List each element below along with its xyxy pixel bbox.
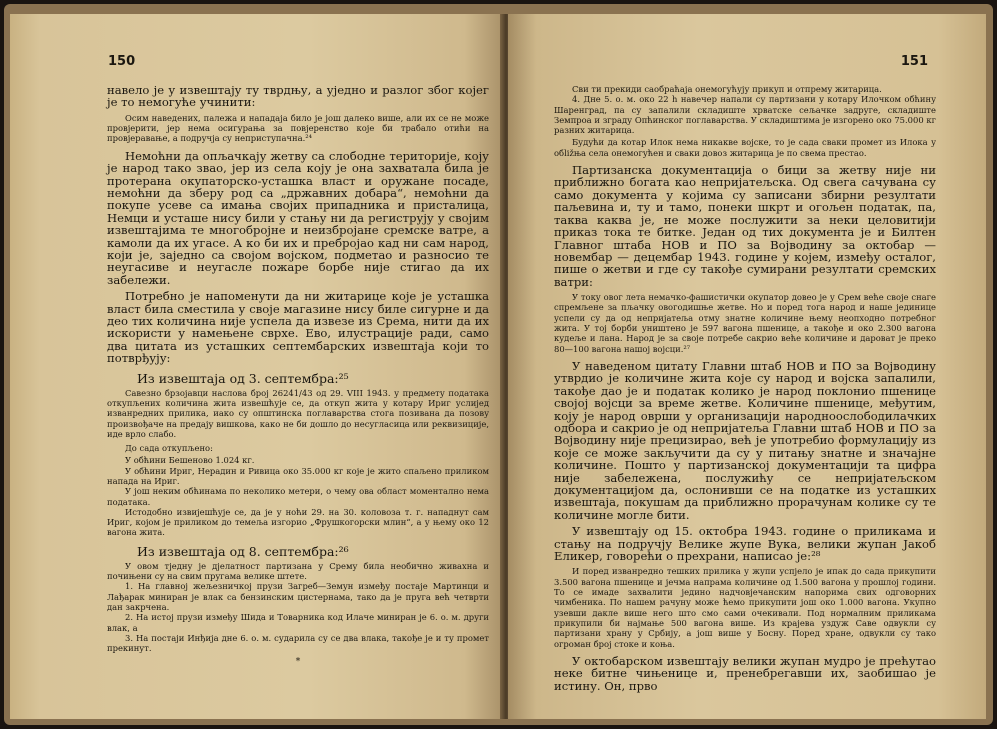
paragraph: навело је у извештају ту тврдњу, а уједно и разлог због којег је то немогуће учинити: bbox=[107, 83, 489, 110]
left-page bbox=[10, 14, 504, 719]
quote-paragraph: 3. На постаји Инђија дне 6. о. м. сударила су се два влака, такође је и ту промет прекинут. bbox=[107, 632, 489, 654]
book-spread bbox=[4, 4, 993, 725]
quote-paragraph: У току овог лета немачко-фашистички окупатор довео је у Срем веће своје снаге спремљене за пљачку овогодишње жетве. Но и поред тога народ и наше јединице успели су да од непријатеља отму знатне количине њему неопходно потребног жита. У тој борби уништено је 597 вагона пшенице, а такође и око 2.300 вагона кудеље и лана. Народ је за своје потребе сакрио веће количине и дароват је преко 80—100 вагона нашој војсци.²⁷ bbox=[554, 292, 936, 354]
left-text-column bbox=[107, 84, 489, 667]
quote-paragraph: У обћини Бешеново 1.024 кг. bbox=[125, 455, 255, 466]
paragraph: У наведеном цитату Главни штаб НОВ и ПО за Војводину утврдио је количине жита које су народ и војска запалили, такође дао је и податак колико је народ поклонио пшенице својој војсци за време жетве. Количине пшенице, међутим, коју је народ оврши у организацији народноослободилачких одбора и сакрио је од непријатеља Главни штаб НОВ и ПО за Војводину није прецизирао, већ је употребио формулацију из које се може закључити да су у питању знатне и значајне количине. Пошто у партизанској документацији та цифра није забележена, послужићу се непријатељском документацијом да, ослонивши се на податке из усташких извештаја, покушам да приближно прорачунам колике су те количине могле бити. bbox=[554, 358, 936, 522]
quote-paragraph: 2. На истој прузи између Шида и Товарника код Илаче миниран је 6. о. м. други влак, а bbox=[107, 612, 489, 633]
quote-paragraph: И поред изванредно тешких прилика у жупи успјело је ипак до сада прикупити 3.500 вагона пшенице и јечма напрама количине од 1.500 вагона у прошлој години. То се имаде захвалити једино надчовјечанским напорима свих одговорних чимбеника. По нашем рачуну може ћемо прикупити још око 1.000 вагона. Укупно узевши дакле више него што смо сами очекивали. Под нормалним приликама прикупили би најмање 500 вагона више. Из крајева уздуж Саве одвукли су партизани храну у Србију, а још више у Босну. Поред хране, одвукли су тако огроман број стоке и коња. bbox=[554, 566, 936, 649]
quote-paragraph: 4. Дне 5. о. м. око 22 h навечер напали су партизани у котару Илочком обћину Шаренград, па су запалили складиште хрватске сељачке задруге, складиште Земпроа и зграду Опћинског поглаварства. У складиштима је изгорено око 75.000 кг разних житарица. bbox=[554, 94, 936, 136]
section-heading: Из извештаја од 3. септембра:²⁵ bbox=[137, 370, 349, 386]
page-number-left: 150 bbox=[108, 54, 136, 69]
page-number-right: 151 bbox=[900, 54, 928, 69]
quote-paragraph: Истодобно извијешћује се, да је у ноћи 29. на 30. коловоза т. г. нападнут сам Ириг, којом је приликом до темеља изгорио „Фрушкогорски млин“, а у њему око 12 вагона жита. bbox=[107, 506, 489, 538]
right-page bbox=[508, 14, 986, 719]
right-text-column bbox=[554, 84, 936, 692]
quote-paragraph: У обћини Ириг, Нерадин и Ривица око 35.000 кг које је жито спаљено приликом напада на Ириг. bbox=[107, 465, 489, 486]
quote-paragraph: Савезно брзојавци наслова број 26241/43 од 29. VIII 1943. у предмету података откупљених количина жита извешћује се, да откуп жита у котару Ириг услијед изванредних прилика, иако су општинска поглаварства стога позивана да позову произвођаче на предају вишкова, како не би дошло до несугласица или реквизиције, иде врло слабо. bbox=[107, 387, 489, 439]
quote-paragraph: У још неким обћинама по неколико метери, о чему ова област моментално нема података. bbox=[107, 486, 489, 507]
quote-paragraph: У овом тједну је дјелатност партизана у Срему била необично живахна и почињени су на свим пругама велике штете. bbox=[107, 560, 489, 582]
quote-paragraph: Осим наведених, палежа и нападаја било је још далеко више, али их се не може провјерити, јер нема осигурања за повјеренство које би трабало отићи на провјеравање, а подручја су неприступачна.²⁴ bbox=[107, 112, 489, 144]
paragraph: Партизанска документација о бици за жетву није ни приближно богата као непријатељска. Од свега сачувана су само документа у којима су записани збирни резултати паљевина и, ту и тамо, понеки шкрт и огољен податак, па, таква каква је, не може послужити за неки целовитији приказ тока те битке. Један од тих документа је и Билтен Главног штаба НОВ и ПО за Војводину за октобар — новембар — децембар 1943. године у којем, између осталог, пише о жетви и где су такође сумирани резултати сремских ватри: bbox=[554, 163, 936, 289]
quote-paragraph: Будући да котар Илок нема никакве војске, то је сада сваки промет из Илока у обližња села онемогућен и сваки довоз житарица је по свема престао. bbox=[554, 137, 936, 158]
paragraph: У октобарском извештају велики жупан мудро је прећутао неке битне чињенице и, пренебрегавши их, заобишао је истину. Он, прво bbox=[554, 653, 936, 693]
quote-paragraph: 1. На главној жељезничкој прузи Загреб—Земун између постаје Мартинци и Лађарак миниран је влак са бензинским цистернама, тако да је пруга већ четврти дан закрчена. bbox=[107, 581, 489, 612]
paragraph: У извештају од 15. октобра 1943. године о приликама и стању на подручју Велике жупе Вука, велики жупан Јакоб Еликер, говорећи о прехрани, написао је:²⁸ bbox=[554, 524, 936, 564]
quote-paragraph: До сада откупљено: bbox=[125, 443, 213, 454]
quote-paragraph: Сви ти прекиди саобраћаја онемогућују прикуп и отпрему житарица. bbox=[572, 84, 882, 94]
paragraph: Потребно је напоменути да ни житарице које је усташка власт била сместила у своје магазине нису биле сигурне и да део тих количина није успела да извезе из Срема, нити да их искористи у намењене сврхе. Ево, илустрације ради, само два цитата из усташких септембарских извештаја који то потврђују: bbox=[107, 289, 489, 366]
section-heading: Из извештаја од 8. септембра:²⁶ bbox=[137, 543, 349, 559]
paragraph: Немоћни да опљачкају жетву са слободне територије, коју је народ тако звао, јер из села коју је она захватала била је протерана окупаторско-усташка власт и оружане посаде, немоћни да зберу род са „државних добара“, немоћни да покупе усеве са имања својих припадника и присталица, Немци и усташе нису били у стању ни да региструју у својим извештајима те многобројне и неизбројане сремске ватре, а камоли да их угасе. А ко би их и пребројао кад ни сам народ, који је, заједно са својом војском, подметао и разносио те неугасиве и неугасле пожаре борбе није стигао да их забележи. bbox=[107, 148, 489, 287]
footer-mark: * bbox=[295, 657, 301, 668]
